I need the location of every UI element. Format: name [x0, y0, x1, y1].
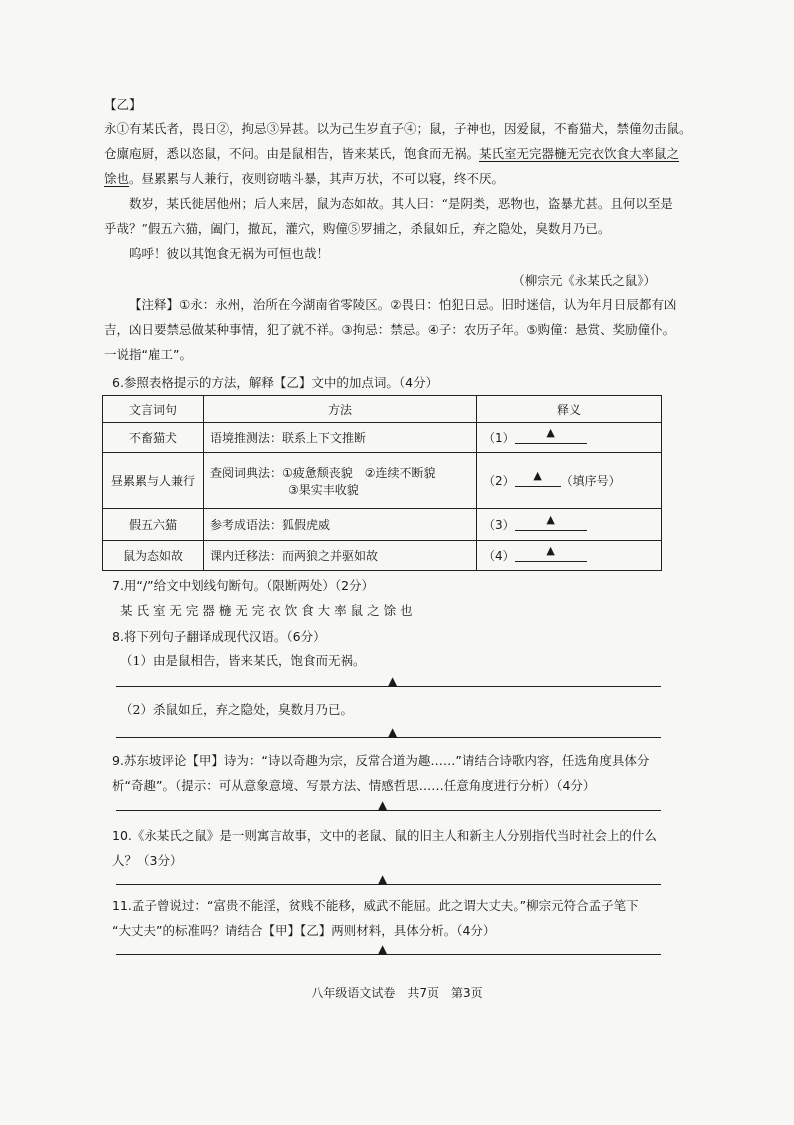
table-header: 方法: [204, 396, 477, 423]
answer-line[interactable]: [116, 798, 661, 812]
answer-blank[interactable]: [515, 426, 587, 444]
answer-line[interactable]: [116, 942, 661, 956]
notes: [104, 292, 677, 367]
table-row: [103, 541, 662, 571]
answer-blank[interactable]: [515, 513, 587, 531]
passage-line: 数岁，某氏徙居他州；后人来居，鼠为态如故。其人曰：“是阴类，恶物也，盗暴尤甚。且何以至是: [129, 196, 673, 211]
note-line: 吉，凶日要禁忌做某种事情，犯了就不祥。③拘忌：禁忌。④子：农历子年。⑤购僮：悬赏、奖励僮仆。: [104, 322, 676, 337]
method-cell: 语境推测法：联系上下文推断: [204, 423, 477, 453]
q8-sentence-1: （1）由是鼠相告，皆来某氏，饱食而无祸。: [120, 653, 366, 668]
passage: [104, 116, 692, 266]
phrase-cell: 假五六猫: [103, 509, 204, 541]
note-line: 【注释】①永：永州，治所在今湖南省零陵区。②畏日：怕犯日忌。旧时迷信，认为年月日辰都有凶: [129, 297, 677, 312]
underlined-sentence: 某氏室无完器椸无完衣饮食大率鼠之: [479, 146, 680, 161]
answer-blank[interactable]: [515, 544, 587, 562]
triangle-marker-icon: ▲: [546, 544, 555, 557]
answer-line[interactable]: [116, 674, 661, 688]
answer-cell: （4） ▲: [477, 541, 662, 571]
triangle-marker-icon: ▲: [388, 674, 398, 688]
passage-line: 仓廪庖厨，悉以恣鼠，不问。由是鼠相告，皆来某氏，饱食而无祸。某氏室无完器椸无完衣饮食大率鼠之: [104, 146, 680, 161]
triangle-marker-icon: ▲: [378, 942, 388, 956]
q10-prompt: 10.《永某氏之鼠》是一则寓言故事，文中的老鼠、鼠的旧主人和新主人分别指代当时社会上的什么 人？（3分）: [112, 828, 657, 868]
triangle-marker-icon: ▲: [546, 513, 555, 526]
underlined-sentence-end: 馀也: [104, 171, 130, 186]
answer-cell: （1） ▲: [477, 423, 662, 453]
q7-sentence[interactable]: 某 氏 室 无 完 器 椸 无 完 衣 饮 食 大 率 鼠 之 馀 也: [120, 603, 413, 618]
section-label: 【乙】: [104, 97, 142, 112]
passage-line: 呜呼！彼以其饱食无祸为可恒也哉！: [129, 246, 330, 261]
triangle-marker-icon: ▲: [378, 872, 388, 886]
phrase-cell: 鼠为态如故: [103, 541, 204, 571]
answer-line[interactable]: [116, 872, 661, 886]
table-row: [103, 423, 662, 453]
table-header: 文言词句: [103, 396, 204, 423]
answer-line[interactable]: [116, 725, 661, 739]
attribution: （柳宗元《永某氏之鼠》）: [512, 273, 656, 288]
table-header-row: [103, 396, 662, 423]
triangle-marker-icon: ▲: [533, 469, 542, 482]
method-cell: 查阅词典法：①疲惫颓丧貌 ②连续不断貌 ③果实丰收貌: [204, 453, 477, 509]
q8-prompt: 8.将下列句子翻译成现代汉语。（6分）: [112, 629, 326, 644]
method-cell: 参考成语法：狐假虎威: [204, 509, 477, 541]
note-line: 一说指“雇工”。: [104, 347, 192, 362]
table-row: [103, 453, 662, 509]
page-footer: 八年级语文试卷 共7页 第3页: [311, 986, 483, 1000]
answer-cell: （3） ▲: [477, 509, 662, 541]
triangle-marker-icon: ▲: [546, 426, 555, 439]
q6-table: [102, 395, 662, 571]
method-cell: 课内迁移法：而两狼之并驱如故: [204, 541, 477, 571]
phrase-cell: 昼累累与人兼行: [103, 453, 204, 509]
answer-cell: （2） ▲ （填序号）: [477, 453, 662, 509]
passage-line: 馀也。昼累累与人兼行，夜则窃啮斗暴，其声万状，不可以寝，终不厌。: [104, 171, 505, 186]
q9-prompt: 9.苏东坡评论【甲】诗为：“诗以奇趣为宗，反常合道为趣……”请结合诗歌内容，任选角度具体分 析“奇趣”。（提示：可从意象意境、写景方法、情感哲思……任意角度进行分析）（4分）: [112, 753, 650, 793]
triangle-marker-icon: ▲: [388, 725, 398, 739]
q7-prompt: 7.用“/”给文中划线句断句。（限断两处）（2分）: [112, 578, 375, 593]
passage-line: 永①有某氏者，畏日②，拘忌③异甚。以为己生岁直子④；鼠，子神也，因爱鼠，不畜猫犬，禁僮勿击鼠。: [104, 121, 692, 136]
passage-line: 乎哉？”假五六猫，阖门，撤瓦，灌穴，购僮⑤罗捕之，杀鼠如丘，弃之隐处，臭数月乃已。: [104, 221, 611, 236]
triangle-marker-icon: ▲: [378, 798, 388, 812]
q11-prompt: 11.孟子曾说过：“富贵不能淫，贫贱不能移，威武不能屈。此之谓大丈夫。”柳宗元符合孟子笔下 “大丈夫”的标准吗？请结合【甲】【乙】两则材料，具体分析。（4分）: [112, 898, 639, 938]
phrase-cell: 不畜猫犬: [103, 423, 204, 453]
q8-sentence-2: （2）杀鼠如丘，弃之隐处，臭数月乃已。: [120, 702, 353, 717]
q6-prompt: 6.参照表格提示的方法，解释【乙】文中的加点词。（4分）: [112, 375, 439, 390]
table-row: [103, 509, 662, 541]
answer-blank[interactable]: [515, 469, 561, 487]
table-header: 释义: [477, 396, 662, 423]
